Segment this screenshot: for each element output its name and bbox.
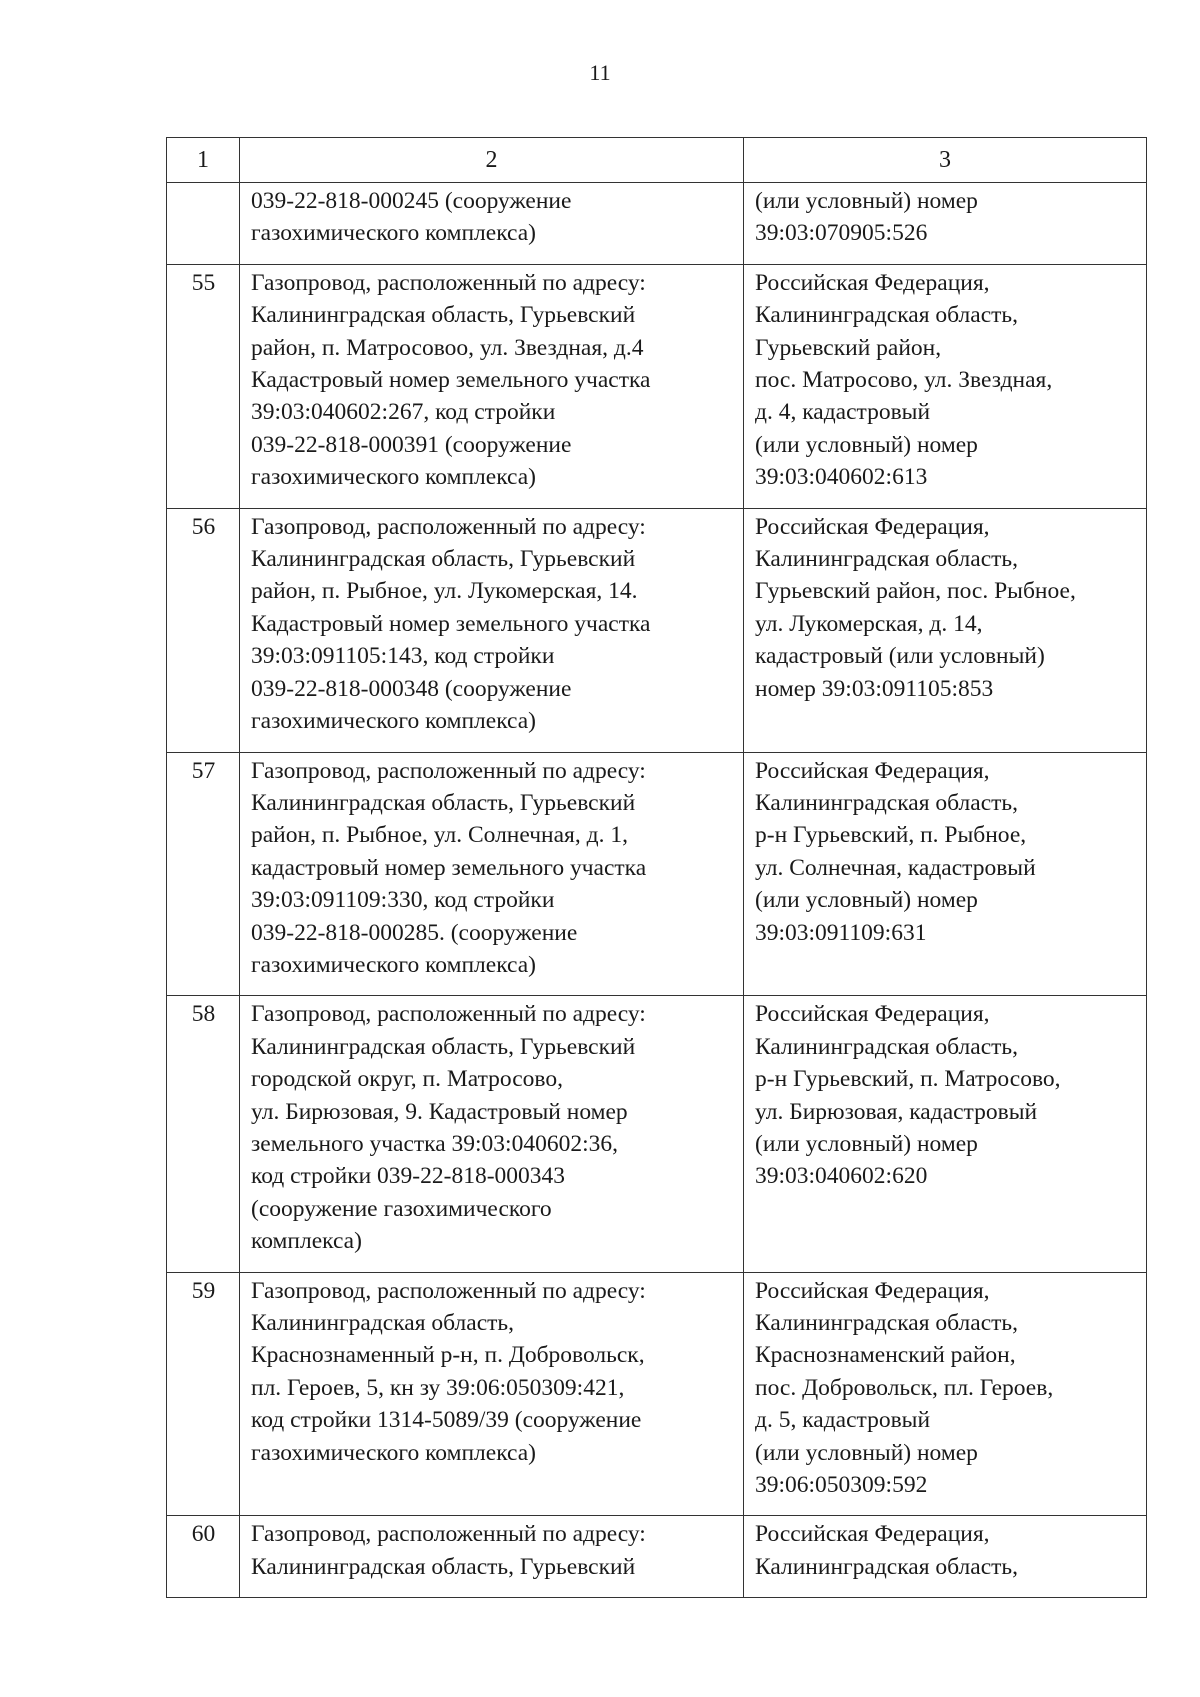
table-row (167, 996, 1147, 1272)
text-line: д. 4, кадастровый (755, 399, 931, 426)
text-line: газохимического комплекса) (251, 951, 537, 978)
object-description-cell (240, 1516, 744, 1598)
text-line: Российская Федерация, (755, 1277, 990, 1304)
object-description-cell (240, 508, 744, 752)
text-line: код стройки 1314-5089/39 (сооружение (251, 1407, 642, 1434)
owner-address-cell (744, 1272, 1147, 1516)
text-line: кадастровый (или условный) (755, 643, 1045, 670)
text-line: 39:03:091109:330, код стройки (251, 887, 555, 914)
page-number: 11 (589, 60, 611, 85)
text-line: Российская Федерация, (755, 513, 990, 540)
text-line: городской округ, п. Матросово, (251, 1066, 563, 1093)
text-line: (или условный) номер (755, 431, 978, 458)
text-line: 039-22-818-000245 (сооружение (251, 188, 572, 214)
text-line: Российская Федерация, (755, 1001, 990, 1028)
object-description-cell (240, 752, 744, 996)
document-table (166, 137, 1147, 1598)
row-number (167, 183, 240, 265)
row-number: 60 (167, 1516, 240, 1598)
text-line: Российская Федерация, (755, 757, 990, 784)
text-line: Краснознаменский район, (755, 1342, 1016, 1369)
text-line: Калининградская область, (755, 1033, 1018, 1060)
row-number: 57 (167, 752, 240, 996)
text-line: (сооружение газохимического (251, 1195, 552, 1222)
text-line: 39:03:040602:620 (755, 1163, 928, 1190)
text-line: Калининградская область, (251, 1310, 514, 1336)
table-row (167, 264, 1147, 508)
header-col-3: 3 (744, 138, 1147, 183)
table-row (167, 1272, 1147, 1516)
text-line: код стройки 039-22-818-000343 (251, 1163, 566, 1190)
text-line: Кадастровый номер земельного участка (251, 367, 651, 394)
text-line: Калининградская область, (755, 789, 1018, 816)
text-line: Газопровод, расположенный по адресу: (251, 1521, 646, 1548)
table-row (167, 1516, 1147, 1598)
text-line: Краснознаменный р-н, п. Добровольск, (251, 1342, 645, 1369)
text-line: Калининградская область, Гурьевский (251, 1033, 636, 1060)
text-line: 39:03:070905:526 (755, 220, 928, 247)
text-line: 39:03:091109:631 (755, 919, 927, 946)
owner-address-cell (744, 996, 1147, 1272)
text-line: Российская Федерация, (755, 269, 990, 296)
text-line: Кадастровый номер земельного участка (251, 610, 651, 637)
text-line: Калининградская область, Гурьевский (251, 1553, 636, 1580)
text-line: ул. Бирюзовая, 9. Кадастровый номер (251, 1098, 628, 1125)
text-line: 39:03:091105:143, код стройки (251, 643, 555, 670)
text-line: пос. Матросово, ул. Звездная, (755, 367, 1053, 394)
text-line: газохимического комплекса) (251, 220, 537, 247)
text-line: (или условный) номер (755, 887, 978, 914)
text-line: номер 39:03:091105:853 (755, 675, 994, 702)
text-line: Калининградская область, Гурьевский (251, 546, 636, 573)
text-line: Калининградская область, Гурьевский (251, 789, 636, 816)
row-number: 55 (167, 264, 240, 508)
text-line: (или условный) номер (755, 188, 978, 214)
text-line: д. 5, кадастровый (755, 1407, 931, 1434)
text-line: Калининградская область, (755, 1310, 1018, 1336)
text-line: ул. Солнечная, кадастровый (755, 854, 1036, 881)
text-line: Гурьевский район, (755, 334, 942, 361)
row-number: 59 (167, 1272, 240, 1516)
text-line: ул. Бирюзовая, кадастровый (755, 1098, 1038, 1125)
owner-address-cell (744, 752, 1147, 996)
owner-address-cell (744, 508, 1147, 752)
text-line: Российская Федерация, (755, 1521, 990, 1548)
text-line: газохимического комплекса) (251, 464, 537, 491)
text-line: район, п. Рыбное, ул. Солнечная, д. 1, (251, 822, 628, 849)
table-row (167, 183, 1147, 265)
header-col-1: 1 (167, 138, 240, 183)
text-line: (или условный) номер (755, 1130, 978, 1157)
text-line: Калининградская область, Гурьевский (251, 302, 636, 329)
text-line: (или условный) номер (755, 1439, 978, 1466)
text-line: район, п. Рыбное, ул. Лукомерская, 14. (251, 578, 638, 605)
row-number: 58 (167, 996, 240, 1272)
text-line: 39:03:040602:267, код стройки (251, 399, 556, 426)
object-description-cell (240, 183, 744, 265)
text-line: Гурьевский район, пос. Рыбное, (755, 578, 1076, 605)
text-line: газохимического комплекса) (251, 708, 537, 735)
text-line: комплекса) (251, 1228, 362, 1255)
text-line: 39:03:040602:613 (755, 464, 928, 491)
text-line: Газопровод, расположенный по адресу: (251, 1001, 646, 1028)
text-line: кадастровый номер земельного участка (251, 854, 647, 881)
text-line: земельного участка 39:03:040602:36, (251, 1130, 618, 1157)
text-line: р-н Гурьевский, п. Рыбное, (755, 822, 1027, 849)
text-line: р-н Гурьевский, п. Матросово, (755, 1066, 1061, 1093)
object-description-cell (240, 1272, 744, 1516)
text-line: 39:06:050309:592 (755, 1472, 928, 1499)
text-line: пл. Героев, 5, кн зу 39:06:050309:421, (251, 1374, 625, 1401)
row-number: 56 (167, 508, 240, 752)
text-line: Газопровод, расположенный по адресу: (251, 513, 646, 540)
owner-address-cell (744, 183, 1147, 265)
table-row (167, 752, 1147, 996)
text-line: Калининградская область, (755, 302, 1018, 329)
header-col-2: 2 (240, 138, 744, 183)
text-line: район, п. Матросовоо, ул. Звездная, д.4 (251, 334, 644, 361)
text-line: Газопровод, расположенный по адресу: (251, 269, 646, 296)
text-line: 039-22-818-000348 (сооружение (251, 675, 572, 702)
text-line: Калининградская область, (755, 546, 1018, 573)
text-line: Газопровод, расположенный по адресу: (251, 1277, 646, 1304)
text-line: 039-22-818-000391 (сооружение (251, 431, 572, 458)
text-line: ул. Лукомерская, д. 14, (755, 610, 983, 637)
text-line: пос. Добровольск, пл. Героев, (755, 1374, 1054, 1401)
object-description-cell (240, 996, 744, 1272)
text-line: Газопровод, расположенный по адресу: (251, 757, 646, 784)
owner-address-cell (744, 264, 1147, 508)
text-line: газохимического комплекса) (251, 1439, 537, 1466)
table-row (167, 508, 1147, 752)
object-description-cell (240, 264, 744, 508)
text-line: 039-22-818-000285. (сооружение (251, 919, 578, 946)
text-line: Калининградская область, (755, 1553, 1018, 1580)
owner-address-cell (744, 1516, 1147, 1598)
table-header-row (167, 138, 1147, 183)
